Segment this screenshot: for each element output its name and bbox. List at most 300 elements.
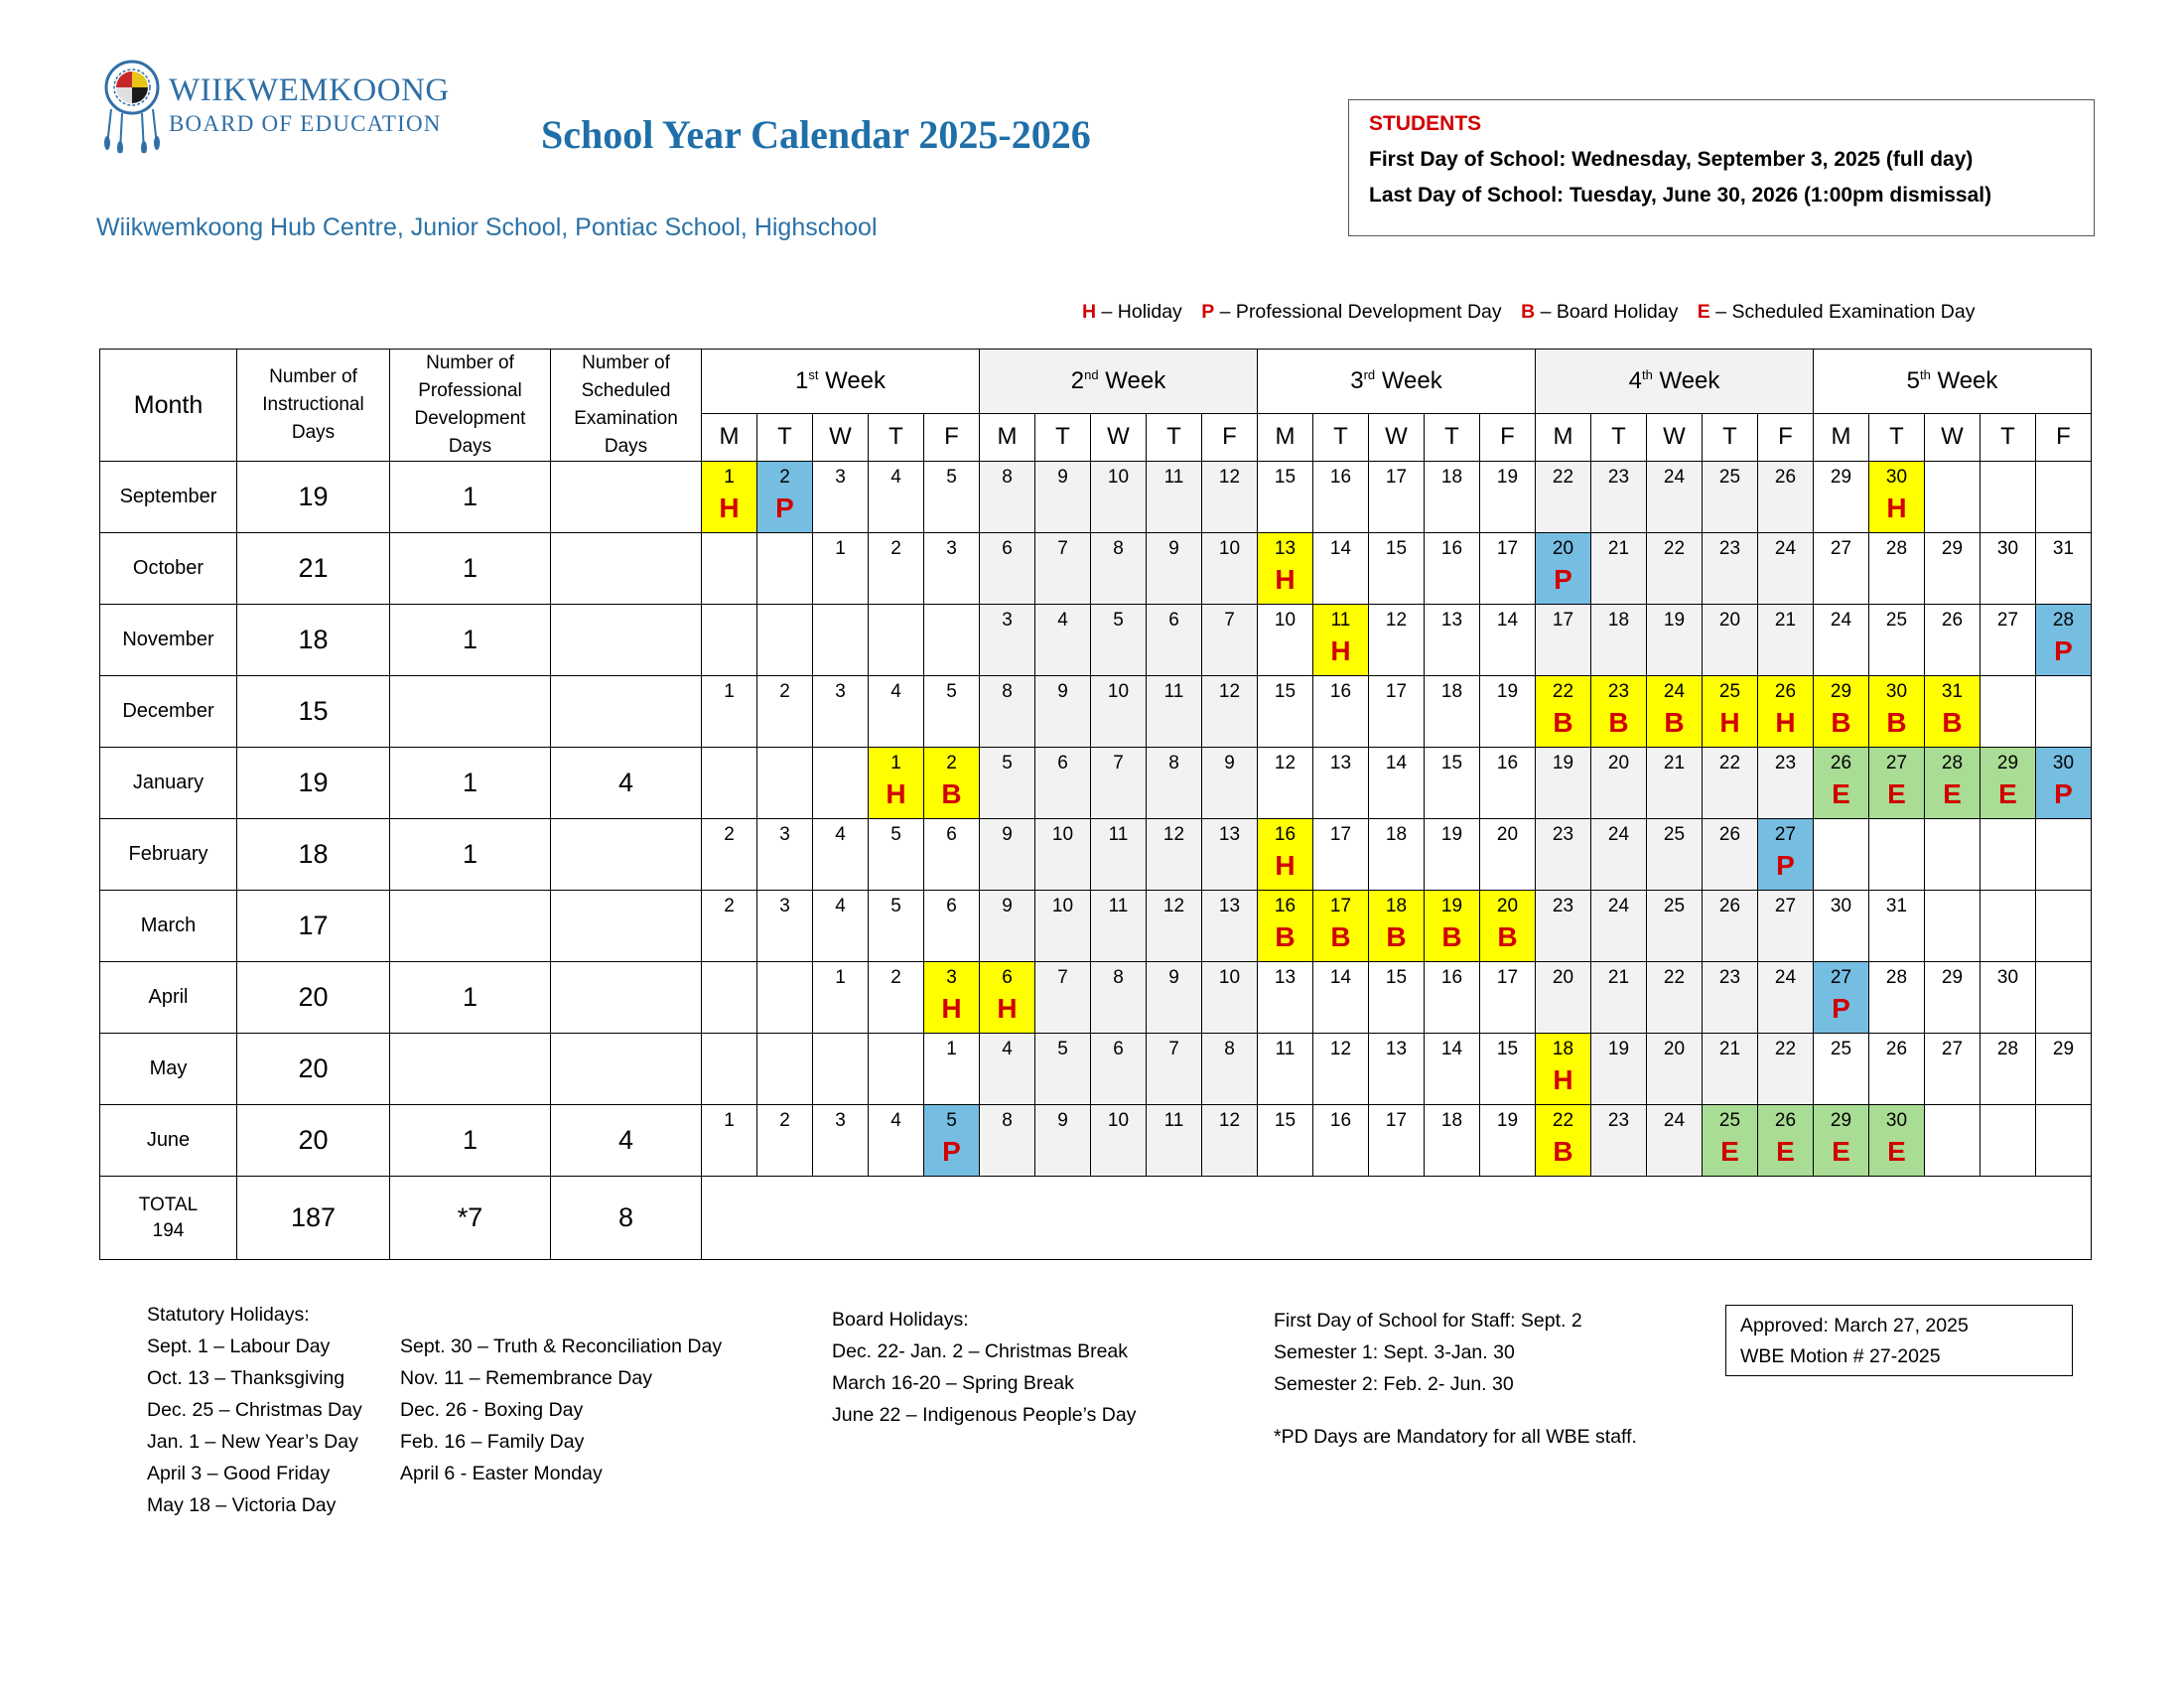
calendar-day <box>813 605 869 676</box>
calendar-day <box>1425 605 1480 676</box>
calendar-day <box>869 962 924 1034</box>
day-number: 5 <box>1002 753 1013 774</box>
calendar-day <box>1536 1105 1591 1177</box>
day-code: H <box>1275 564 1296 595</box>
calendar-day <box>1703 819 1758 891</box>
calendar-day <box>1814 891 1869 962</box>
calendar-day <box>1425 891 1480 962</box>
calendar-day <box>1925 605 1980 676</box>
day-number: 3 <box>946 967 957 988</box>
calendar-day <box>1313 533 1369 605</box>
calendar-day <box>1814 462 1869 533</box>
week-label: Week <box>825 366 887 394</box>
calendar-day <box>757 605 813 676</box>
calendar-day <box>1869 891 1925 962</box>
day-number: 17 <box>1552 610 1574 631</box>
day-code: P <box>1776 850 1795 881</box>
day-number: 30 <box>1996 538 2019 559</box>
calendar-day <box>869 1105 924 1177</box>
calendar-day <box>924 676 980 748</box>
day-number: 24 <box>1607 896 1630 916</box>
day-number: 23 <box>1718 967 1741 988</box>
calendar-day <box>1091 676 1147 748</box>
header-line: Development <box>414 408 526 429</box>
calendar-day <box>1369 748 1425 819</box>
day-number: 23 <box>1774 753 1797 774</box>
day-number: 5 <box>1113 610 1124 631</box>
day-number: 29 <box>1941 538 1964 559</box>
day-number: 2 <box>724 824 735 845</box>
day-number: 27 <box>1774 824 1797 845</box>
day-number: 28 <box>1996 1039 2019 1059</box>
calendar-day <box>757 819 813 891</box>
calendar-day <box>1425 462 1480 533</box>
calendar-day <box>1035 462 1091 533</box>
calendar-day <box>1258 533 1313 605</box>
calendar-day <box>1703 676 1758 748</box>
day-code: E <box>1776 1136 1795 1167</box>
day-number: 10 <box>1051 824 1074 845</box>
calendar-day <box>702 676 757 748</box>
day-number: 9 <box>1057 681 1068 702</box>
day-number: 20 <box>1718 610 1741 631</box>
statutory-holiday-item: Sept. 1 – Labour Day <box>147 1336 331 1357</box>
day-code: H <box>1275 850 1296 881</box>
weekday-header: T <box>1313 413 1369 461</box>
calendar-day <box>1647 533 1703 605</box>
calendar-day <box>1536 1034 1591 1105</box>
day-number: 14 <box>1329 538 1352 559</box>
day-number: 22 <box>1718 753 1741 774</box>
day-number: 8 <box>1113 538 1124 559</box>
calendar-day <box>869 676 924 748</box>
day-number: 10 <box>1107 467 1130 488</box>
day-number: 5 <box>890 824 901 845</box>
calendar-day <box>1536 533 1591 605</box>
calendar-day <box>1703 533 1758 605</box>
calendar-day <box>1758 962 1814 1034</box>
day-number: 13 <box>1274 967 1297 988</box>
day-code: H <box>1886 492 1907 523</box>
day-number: 3 <box>835 681 846 702</box>
day-code: B <box>1831 707 1851 738</box>
staff-date-item: First Day of School for Staff: Sept. 2 <box>1274 1310 1582 1332</box>
weekday-header: F <box>924 413 980 461</box>
instructional-days: 20 <box>237 1034 390 1105</box>
day-number: 21 <box>1607 967 1630 988</box>
month-column-header: Month <box>100 350 237 462</box>
day-number: 11 <box>1163 1110 1184 1131</box>
calendar-day <box>1369 1034 1425 1105</box>
day-code: H <box>1330 635 1351 666</box>
instructional-days: 20 <box>237 962 390 1034</box>
day-number: 3 <box>835 467 846 488</box>
calendar-day <box>869 1034 924 1105</box>
week-label: Week <box>1937 366 1998 394</box>
day-number: 12 <box>1162 824 1185 845</box>
day-number: 10 <box>1274 610 1297 631</box>
calendar-day <box>1035 1034 1091 1105</box>
calendar-day <box>1147 462 1202 533</box>
statutory-holiday-item: Sept. 30 – Truth & Reconciliation Day <box>400 1336 723 1357</box>
calendar-day <box>1147 533 1202 605</box>
day-number: 24 <box>1663 467 1686 488</box>
calendar-day <box>1258 605 1313 676</box>
day-number: 18 <box>1440 681 1463 702</box>
total-exam: 8 <box>551 1177 702 1260</box>
day-number: 20 <box>1663 1039 1686 1059</box>
calendar-day <box>1480 462 1536 533</box>
calendar-day <box>1980 819 2036 891</box>
calendar-day <box>2036 533 2092 605</box>
day-number: 16 <box>1329 1110 1352 1131</box>
day-number: 22 <box>1774 1039 1797 1059</box>
month-row-april <box>100 962 2092 1034</box>
day-number: 27 <box>1996 610 2019 631</box>
day-number: 16 <box>1274 896 1297 916</box>
pd-days-header <box>390 350 551 462</box>
day-number: 29 <box>1941 967 1964 988</box>
calendar-day <box>1814 962 1869 1034</box>
day-number: 27 <box>1830 538 1852 559</box>
day-code: P <box>1832 993 1850 1024</box>
calendar-day <box>1369 819 1425 891</box>
day-number: 16 <box>1329 467 1352 488</box>
month-row-december <box>100 676 2092 748</box>
day-number: 24 <box>1774 967 1797 988</box>
calendar-day <box>1591 462 1647 533</box>
calendar-day <box>1925 891 1980 962</box>
calendar-day <box>1647 891 1703 962</box>
calendar-day <box>1647 748 1703 819</box>
month-row-january <box>100 748 2092 819</box>
day-number: 26 <box>1830 753 1852 774</box>
calendar-day <box>1035 962 1091 1034</box>
statutory-holiday-item: Feb. 16 – Family Day <box>400 1431 585 1453</box>
calendar-day <box>1980 962 2036 1034</box>
week-ordinal: th <box>1641 366 1653 382</box>
students-info-box <box>1348 99 2095 236</box>
day-number: 27 <box>1774 896 1797 916</box>
day-number: 18 <box>1385 824 1408 845</box>
statutory-holidays-list-2 <box>400 1331 722 1489</box>
calendar-day <box>1925 462 1980 533</box>
calendar-day <box>1258 462 1313 533</box>
day-number: 17 <box>1329 824 1352 845</box>
day-code: E <box>1943 778 1962 809</box>
calendar-day <box>702 1105 757 1177</box>
day-number: 2 <box>890 967 901 988</box>
day-number: 1 <box>724 467 735 488</box>
calendar-day <box>1369 962 1425 1034</box>
calendar-day <box>813 1034 869 1105</box>
day-number: 16 <box>1329 681 1352 702</box>
day-number: 17 <box>1385 467 1408 488</box>
calendar-day <box>1591 533 1647 605</box>
board-holiday-item: June 22 – Indigenous People’s Day <box>832 1404 1137 1426</box>
calendar-day <box>924 605 980 676</box>
day-number: 11 <box>1163 467 1184 488</box>
pd-days: 1 <box>390 605 551 676</box>
calendar-day <box>1480 533 1536 605</box>
day-number: 14 <box>1329 967 1352 988</box>
day-number: 5 <box>890 896 901 916</box>
total-days: 194 <box>152 1219 185 1241</box>
day-number: 17 <box>1496 967 1519 988</box>
day-number: 7 <box>1113 753 1124 774</box>
calendar-day <box>1091 748 1147 819</box>
day-number: 7 <box>1224 610 1235 631</box>
calendar-day <box>1147 1105 1202 1177</box>
pd-days: 1 <box>390 533 551 605</box>
calendar-day <box>1758 1105 1814 1177</box>
day-number: 16 <box>1496 753 1519 774</box>
header-line: Scheduled <box>581 380 671 401</box>
calendar-day <box>869 462 924 533</box>
logo-subtitle: BOARD OF EDUCATION <box>169 111 442 136</box>
day-number: 4 <box>890 1110 901 1131</box>
day-number: 2 <box>779 681 790 702</box>
month-name: June <box>100 1105 237 1177</box>
calendar-day <box>980 891 1035 962</box>
calendar-day <box>1814 605 1869 676</box>
day-number: 24 <box>1663 681 1686 702</box>
day-code: P <box>2054 778 2073 809</box>
calendar-day <box>1869 1034 1925 1105</box>
day-number: 5 <box>1057 1039 1068 1059</box>
calendar-day <box>1647 605 1703 676</box>
calendar-day <box>1258 748 1313 819</box>
day-number: 17 <box>1385 1110 1408 1131</box>
calendar-day <box>1091 462 1147 533</box>
calendar-day <box>1480 1105 1536 1177</box>
day-number: 27 <box>1941 1039 1964 1059</box>
day-number: 17 <box>1385 681 1408 702</box>
board-holiday-item: March 16-20 – Spring Break <box>832 1372 1074 1394</box>
calendar-day <box>1202 819 1258 891</box>
calendar-day <box>1703 891 1758 962</box>
day-number: 6 <box>1002 967 1013 988</box>
month-name: February <box>100 819 237 891</box>
weekday-header: W <box>813 413 869 461</box>
calendar-day <box>924 1105 980 1177</box>
total-instructional: 187 <box>237 1177 390 1260</box>
day-code: H <box>1719 707 1740 738</box>
day-code: B <box>1942 707 1963 738</box>
calendar-day <box>924 462 980 533</box>
calendar-day <box>1091 533 1147 605</box>
pd-days-note: *PD Days are Mandatory for all WBE staff. <box>1274 1426 1637 1448</box>
day-number: 19 <box>1496 1110 1519 1131</box>
day-number: 6 <box>946 896 957 916</box>
statutory-holiday-item: May 18 – Victoria Day <box>147 1494 337 1516</box>
day-number: 6 <box>1002 538 1013 559</box>
calendar-day <box>980 819 1035 891</box>
calendar-day <box>1369 533 1425 605</box>
day-code: B <box>1497 921 1518 952</box>
calendar-day <box>1647 462 1703 533</box>
day-number: 23 <box>1607 467 1630 488</box>
statutory-holiday-item: Nov. 11 – Remembrance Day <box>400 1367 652 1389</box>
day-number: 18 <box>1552 1039 1574 1059</box>
exam-days <box>551 605 702 676</box>
day-number: 28 <box>1885 967 1908 988</box>
exam-days <box>551 962 702 1034</box>
calendar-day <box>1202 462 1258 533</box>
month-name: October <box>100 533 237 605</box>
month-row-september <box>100 462 2092 533</box>
calendar-day <box>1147 748 1202 819</box>
day-number: 24 <box>1663 1110 1686 1131</box>
day-number: 12 <box>1162 896 1185 916</box>
board-holidays-list <box>832 1336 1136 1431</box>
day-code: P <box>942 1136 961 1167</box>
calendar-day <box>702 1034 757 1105</box>
last-day-of-school: Last Day of School: Tuesday, June 30, 2026 (1:00pm dismissal) <box>1369 184 1992 207</box>
calendar-day <box>1480 819 1536 891</box>
day-number: 12 <box>1218 467 1241 488</box>
month-row-march <box>100 891 2092 962</box>
calendar-day <box>1425 533 1480 605</box>
calendar-day <box>1980 1105 2036 1177</box>
calendar-day <box>1202 676 1258 748</box>
calendar-day <box>1313 819 1369 891</box>
day-number: 6 <box>1113 1039 1124 1059</box>
week-label: Week <box>1659 366 1720 394</box>
statutory-holiday-item: Dec. 26 - Boxing Day <box>400 1399 584 1421</box>
day-number: 10 <box>1051 896 1074 916</box>
calendar-day <box>1313 891 1369 962</box>
calendar-day <box>1035 748 1091 819</box>
day-code: H <box>719 492 740 523</box>
day-number: 1 <box>724 1110 735 1131</box>
statutory-holiday-item: April 3 – Good Friday <box>147 1463 331 1484</box>
calendar-day <box>924 748 980 819</box>
total-row <box>100 1177 2092 1260</box>
calendar-day <box>980 962 1035 1034</box>
day-number: 10 <box>1107 1110 1130 1131</box>
calendar-day <box>1925 962 1980 1034</box>
weekday-header: T <box>869 413 924 461</box>
day-number: 25 <box>1718 681 1741 702</box>
calendar-day <box>2036 1105 2092 1177</box>
calendar-day <box>1147 962 1202 1034</box>
exam-days <box>551 462 702 533</box>
statutory-holidays-heading: Statutory Holidays: <box>147 1304 310 1326</box>
day-number: 23 <box>1607 681 1630 702</box>
day-number: 26 <box>1774 1110 1797 1131</box>
statutory-holiday-item: Dec. 25 – Christmas Day <box>147 1399 362 1421</box>
calendar-day <box>757 1034 813 1105</box>
calendar-day <box>1869 533 1925 605</box>
month-name: May <box>100 1034 237 1105</box>
day-number: 13 <box>1274 538 1297 559</box>
calendar-day <box>1147 891 1202 962</box>
day-number: 15 <box>1496 1039 1519 1059</box>
week-number: 2 <box>1070 366 1085 394</box>
calendar-day <box>1313 1105 1369 1177</box>
day-number: 1 <box>835 538 846 559</box>
header-line: Number of <box>582 352 670 373</box>
calendar-day <box>1258 1034 1313 1105</box>
weekday-header: F <box>1202 413 1258 461</box>
day-number: 8 <box>1002 1110 1013 1131</box>
day-code: H <box>1553 1064 1573 1095</box>
day-number: 28 <box>1885 538 1908 559</box>
day-number: 29 <box>1996 753 2019 774</box>
day-number: 17 <box>1329 896 1352 916</box>
day-number: 13 <box>1440 610 1463 631</box>
day-number: 26 <box>1885 1039 1908 1059</box>
exam-days <box>551 891 702 962</box>
day-number: 18 <box>1607 610 1630 631</box>
day-number: 12 <box>1218 1110 1241 1131</box>
exam-days <box>551 1034 702 1105</box>
day-number: 30 <box>1885 1110 1908 1131</box>
calendar-day <box>869 533 924 605</box>
calendar-day <box>757 533 813 605</box>
logo-name: WIIKWEMKOONG <box>169 72 450 108</box>
day-number: 7 <box>1057 538 1068 559</box>
calendar-day <box>1869 605 1925 676</box>
weekday-header: T <box>1035 413 1091 461</box>
board-logo <box>97 58 475 157</box>
day-code: E <box>1720 1136 1739 1167</box>
calendar-day <box>2036 605 2092 676</box>
calendar-day <box>1869 748 1925 819</box>
day-number: 20 <box>1496 896 1519 916</box>
header-line: Days <box>604 436 648 457</box>
month-name: January <box>100 748 237 819</box>
calendar-day <box>1480 1034 1536 1105</box>
calendar-day <box>1480 748 1536 819</box>
calendar-day <box>2036 819 2092 891</box>
legend-label: – Scheduled Examination Day <box>1715 301 1976 323</box>
day-number: 19 <box>1552 753 1574 774</box>
day-code: B <box>1330 921 1351 952</box>
day-number: 30 <box>1885 467 1908 488</box>
day-number: 1 <box>890 753 901 774</box>
day-number: 9 <box>1057 467 1068 488</box>
week-header-1 <box>702 350 980 414</box>
day-number: 3 <box>946 538 957 559</box>
day-number: 27 <box>1830 967 1852 988</box>
calendar-day <box>1202 533 1258 605</box>
calendar-day <box>1369 891 1425 962</box>
day-number: 11 <box>1108 824 1129 845</box>
weekday-header: T <box>1980 413 2036 461</box>
day-number: 15 <box>1440 753 1463 774</box>
calendar-day <box>1814 819 1869 891</box>
instructional-days: 19 <box>237 462 390 533</box>
month-name: April <box>100 962 237 1034</box>
calendar-day <box>1536 462 1591 533</box>
day-number: 13 <box>1218 896 1241 916</box>
day-number: 26 <box>1774 467 1797 488</box>
statutory-holiday-item: Oct. 13 – Thanksgiving <box>147 1367 345 1389</box>
calendar-day <box>1925 1105 1980 1177</box>
calendar-day <box>1703 605 1758 676</box>
calendar-day <box>1536 891 1591 962</box>
calendar-day <box>702 748 757 819</box>
day-code: B <box>1441 921 1462 952</box>
calendar-day <box>1313 676 1369 748</box>
day-code: E <box>1832 778 1850 809</box>
calendar-day <box>1035 891 1091 962</box>
weekday-header: F <box>1758 413 1814 461</box>
legend-label: – Holiday <box>1101 301 1182 323</box>
day-number: 2 <box>779 1110 790 1131</box>
